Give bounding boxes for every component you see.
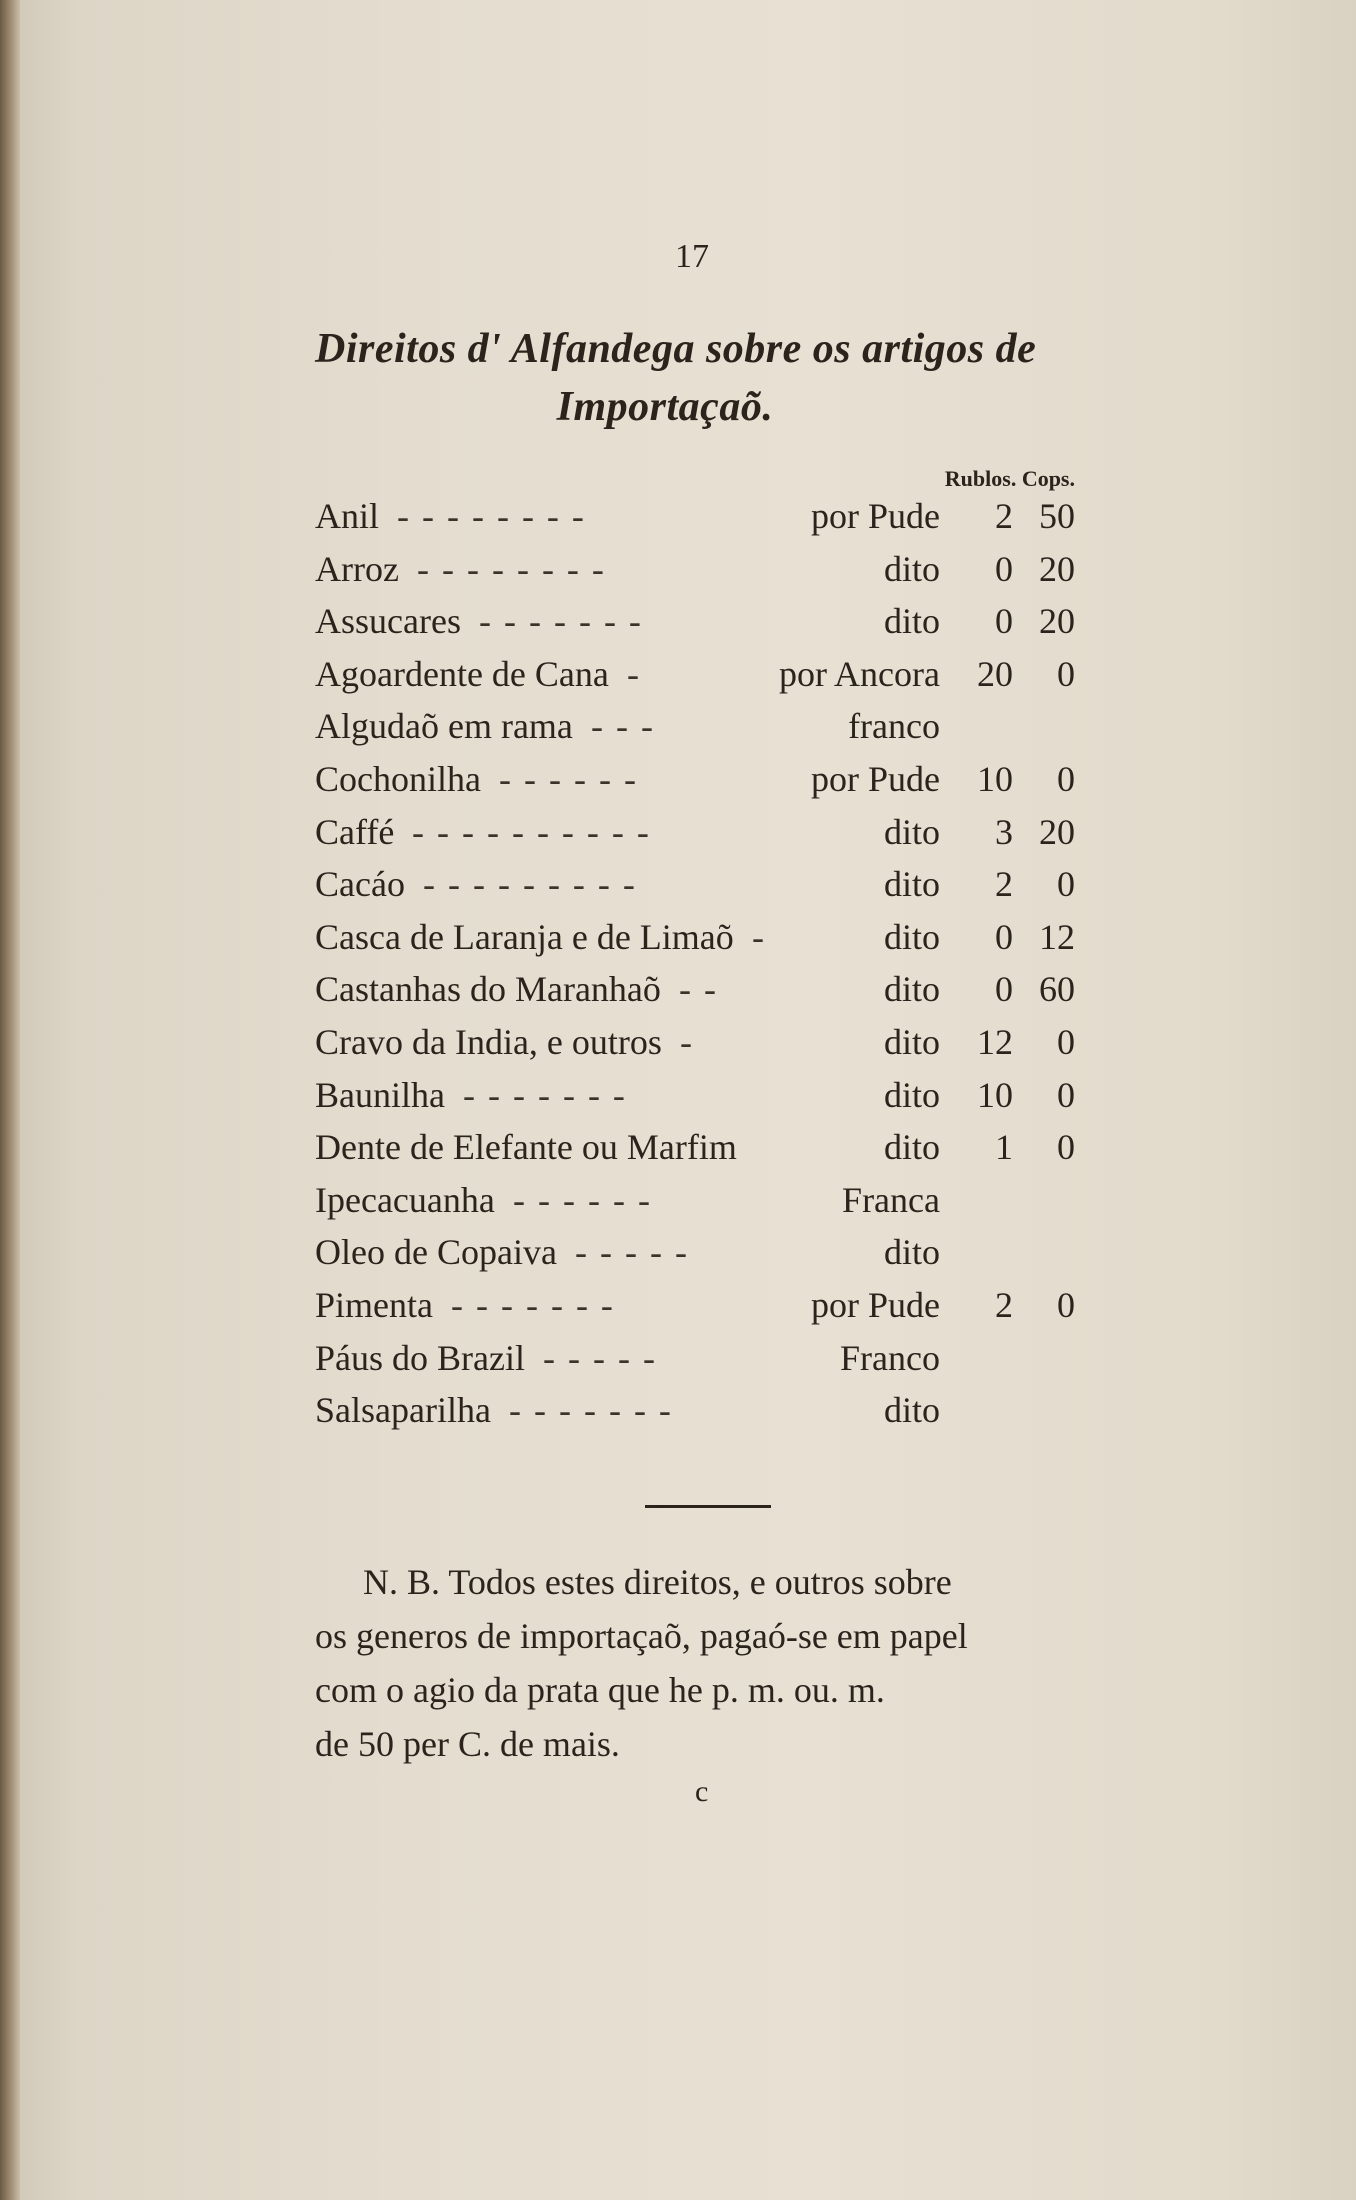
copeques-value: 0 bbox=[1057, 864, 1075, 905]
rublos-value: 10 bbox=[977, 1074, 1013, 1115]
item-name: Baunilha bbox=[315, 1074, 445, 1115]
copeques-value: 20 bbox=[1039, 601, 1075, 642]
unit: dito bbox=[883, 548, 940, 589]
unit: dito bbox=[883, 1390, 940, 1431]
leader-dashes: - - - - - - - - bbox=[417, 548, 606, 589]
item-name: Anil bbox=[315, 496, 380, 536]
rublos-value: 0 bbox=[995, 601, 1013, 642]
leader-dashes: - - - - - bbox=[543, 1337, 657, 1378]
leader-dashes: - - - bbox=[591, 706, 655, 747]
unit: dito bbox=[883, 1232, 940, 1273]
table-row bbox=[315, 490, 1075, 543]
item-name: Castanhas do Maranhaõ bbox=[315, 969, 661, 1010]
tariff-table bbox=[315, 490, 1075, 1437]
footnote-line-2: os generos de importaçaõ, pagaó-se em papel bbox=[315, 1616, 968, 1656]
signature-mark: c bbox=[695, 1775, 709, 1808]
rublos-value: 0 bbox=[995, 916, 1013, 957]
copeques-value: 0 bbox=[1057, 1284, 1075, 1325]
rublos-value: 0 bbox=[995, 969, 1013, 1010]
unit: Franca bbox=[842, 1179, 940, 1220]
table-row bbox=[315, 648, 1075, 701]
table-row bbox=[315, 1332, 1075, 1385]
table-row bbox=[315, 543, 1075, 596]
table-row bbox=[315, 1384, 1075, 1437]
rublos-value: 10 bbox=[977, 758, 1013, 799]
leader-dashes: - - - - - - - bbox=[463, 1074, 627, 1115]
footnote-line-3: com o agio da prata que he p. m. ou. m. bbox=[315, 1670, 885, 1710]
table-row bbox=[315, 595, 1075, 648]
leader-dashes: - - - - - - - - bbox=[397, 496, 586, 536]
rublos-value: 2 bbox=[995, 496, 1013, 536]
leader-dashes: - - - - - - bbox=[513, 1179, 652, 1220]
unit: Franco bbox=[840, 1337, 940, 1378]
unit: dito bbox=[883, 1127, 940, 1168]
leader-dashes: - - - - - - - bbox=[451, 1284, 615, 1325]
leader-dashes: - - - - - - - bbox=[479, 601, 643, 642]
column-header: Rublos. Cops. bbox=[944, 466, 1075, 491]
leader-dashes: - - bbox=[679, 969, 718, 1010]
unit: dito bbox=[883, 969, 940, 1010]
binding-edge bbox=[0, 0, 20, 2200]
heading-line-1: Direitos d' Alfandega sobre os artigos de bbox=[315, 326, 1037, 372]
unit: dito bbox=[883, 1021, 940, 1062]
item-name: Casca de Laranja e de Limaõ bbox=[315, 916, 734, 957]
section-heading bbox=[315, 320, 1075, 436]
table-row bbox=[315, 858, 1075, 911]
footnote bbox=[315, 1555, 1075, 1771]
unit: dito bbox=[883, 811, 940, 852]
leader-dashes: - bbox=[680, 1021, 694, 1062]
table-row bbox=[315, 1226, 1075, 1279]
item-name: Pimenta bbox=[315, 1284, 433, 1325]
copeques-value: 60 bbox=[1039, 969, 1075, 1010]
item-name: Salsaparilha bbox=[315, 1390, 491, 1431]
horizontal-rule bbox=[645, 1505, 771, 1508]
copeques-value: 0 bbox=[1057, 653, 1075, 694]
unit: dito bbox=[883, 601, 940, 642]
rublos-value: 2 bbox=[995, 1284, 1013, 1325]
copeques-value: 12 bbox=[1039, 916, 1075, 957]
rublos-value: 0 bbox=[995, 548, 1013, 589]
table-row bbox=[315, 911, 1075, 964]
copeques-value: 20 bbox=[1039, 811, 1075, 852]
item-name: Páus do Brazil bbox=[315, 1337, 525, 1378]
footnote-line-1: N. B. Todos estes direitos, e outros sobre bbox=[363, 1562, 952, 1602]
page-number: 17 bbox=[675, 238, 709, 275]
copeques-value: 0 bbox=[1057, 1127, 1075, 1168]
table-row bbox=[315, 753, 1075, 806]
rublos-value: 2 bbox=[995, 864, 1013, 905]
unit: dito bbox=[883, 864, 940, 905]
item-name: Ipecacuanha bbox=[315, 1179, 495, 1220]
item-name: Arroz bbox=[315, 548, 399, 589]
item-name: Cochonilha bbox=[315, 758, 481, 799]
item-name: Algudaõ em rama bbox=[315, 706, 573, 747]
item-name: Caffé bbox=[315, 811, 395, 852]
item-name: Oleo de Copaiva bbox=[315, 1232, 557, 1273]
rublos-value: 12 bbox=[977, 1021, 1013, 1062]
copeques-value: 20 bbox=[1039, 548, 1075, 589]
leader-dashes: - bbox=[627, 653, 641, 694]
leader-dashes: - - - - - - bbox=[499, 758, 638, 799]
copeques-value: 0 bbox=[1057, 1021, 1075, 1062]
item-name: Agoardente de Cana bbox=[315, 653, 609, 694]
leader-dashes: - - - - - - - bbox=[509, 1390, 673, 1431]
leader-dashes: - - - - - bbox=[575, 1232, 689, 1273]
item-name: Dente de Elefante ou Marfim bbox=[315, 1127, 737, 1168]
table-row bbox=[315, 963, 1075, 1016]
item-name: Assucares bbox=[315, 601, 461, 642]
rublos-value: 20 bbox=[977, 653, 1013, 694]
heading-line-2: Importaçaõ. bbox=[556, 384, 774, 430]
table-row bbox=[315, 1174, 1075, 1227]
table-row bbox=[315, 700, 1075, 753]
unit: por Pude bbox=[811, 496, 940, 536]
copeques-value: 0 bbox=[1057, 758, 1075, 799]
leader-dashes: - - - - - - - - - - bbox=[412, 811, 651, 852]
table-row bbox=[315, 1121, 1075, 1174]
leader-dashes: - bbox=[752, 916, 766, 957]
table-row bbox=[315, 1279, 1075, 1332]
unit: dito bbox=[883, 1074, 940, 1115]
item-name: Cravo da India, e outros bbox=[315, 1021, 662, 1062]
item-name: Cacáo bbox=[315, 864, 405, 905]
unit: franco bbox=[848, 706, 940, 747]
rublos-value: 3 bbox=[995, 811, 1013, 852]
footnote-line-4: de 50 per C. de mais. bbox=[315, 1724, 620, 1764]
rublos-value: 1 bbox=[995, 1127, 1013, 1168]
copeques-value: 50 bbox=[1039, 496, 1075, 536]
table-row bbox=[315, 1069, 1075, 1122]
table-row bbox=[315, 1016, 1075, 1069]
unit: por Pude bbox=[811, 1284, 940, 1325]
unit: por Pude bbox=[811, 758, 940, 799]
unit: dito bbox=[883, 916, 940, 957]
leader-dashes: - - - - - - - - - bbox=[423, 864, 637, 905]
table-row bbox=[315, 806, 1075, 859]
unit: por Ancora bbox=[779, 653, 940, 694]
copeques-value: 0 bbox=[1057, 1074, 1075, 1115]
